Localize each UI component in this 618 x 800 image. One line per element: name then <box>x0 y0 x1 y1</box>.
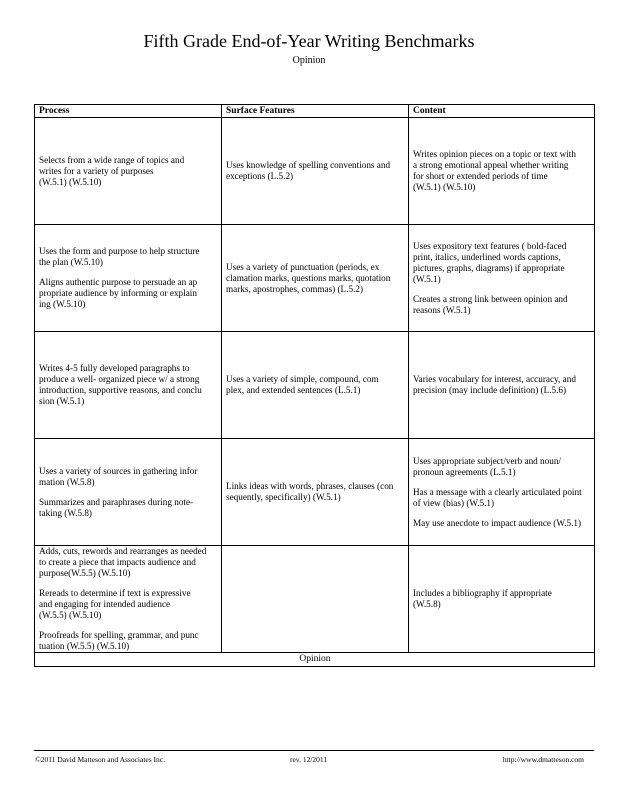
table-row <box>35 332 595 439</box>
cell-text-line: Varies vocabulary for interest, accuracy, and <box>413 374 576 384</box>
benchmarks-table <box>34 104 595 667</box>
cell-text-line: mation (W.5.8) <box>39 476 95 487</box>
cell-text-line: propriate audience by informing or explain <box>39 288 197 298</box>
cell-text-line: marks, apostrophes, commas) (L.5.2) <box>226 283 364 294</box>
cell-text-line: Uses a variety of punctuation (periods, ex <box>226 261 380 272</box>
table-footer-row <box>35 653 595 667</box>
cell-text-line: Selects from a wide range of topics and <box>39 154 185 165</box>
footer-revision: rev. 12/2011 <box>290 755 328 764</box>
table-row <box>35 225 595 332</box>
cell-text-line: sequently, specifically) (W.5.1) <box>226 492 341 502</box>
table-row <box>35 439 595 546</box>
column-header-content: Content <box>409 105 595 118</box>
cell-surface-features <box>222 332 409 439</box>
cell-text-line: purpose(W.5.5) (W.5.10) <box>39 568 131 578</box>
cell-text-line: reasons (W.5.1) <box>413 304 471 315</box>
cell-text-line: a strong emotional appeal whether writing <box>413 160 569 170</box>
cell-process <box>35 225 222 332</box>
cell-text-line: Aligns authentic purpose to persuade an ap <box>39 277 198 287</box>
cell-text-line: (W.5.1) (W.5.10) <box>39 176 102 187</box>
cell-text-line: for short or extended periods of time <box>413 171 548 181</box>
cell-text-line: precision (may include definition) (L.5.6) <box>413 385 567 395</box>
paragraph-gap <box>413 285 591 294</box>
cell-process <box>35 546 222 653</box>
cell-surface-features <box>222 439 409 546</box>
cell-text-line: pictures, graphs, diagrams) if appropriate <box>413 262 565 273</box>
paragraph-gap <box>39 488 218 497</box>
cell-text-line: Proofreads for spelling, grammar, and punc <box>39 630 199 640</box>
footer-url: http://www.dmatteson.com <box>502 755 584 764</box>
cell-content <box>409 118 595 225</box>
page-title: Fifth Grade End-of-Year Writing Benchmarks <box>143 31 475 51</box>
footer-divider <box>34 750 594 751</box>
column-header-surface-features: Surface Features <box>222 105 409 118</box>
paragraph-gap <box>413 509 591 518</box>
cell-text-line: Rereads to determine if text is expressive <box>39 588 191 598</box>
cell-text-line: (W.5.8) <box>413 599 441 609</box>
cell-text-line: Uses the form and purpose to help structure <box>39 246 200 256</box>
cell-text-line: and engaging for intended audience <box>39 599 171 609</box>
cell-text-line: May use anecdote to impact audience (W.5.1) <box>413 517 582 528</box>
cell-text-line: sion (W.5.1) <box>39 396 85 406</box>
cell-surface-features <box>222 546 409 653</box>
cell-text-line: tuation (W.5.5) (W.5.10) <box>39 641 130 651</box>
table-row <box>35 546 595 653</box>
cell-text-line: Uses a variety of sources in gathering infor <box>39 465 198 476</box>
cell-text-line: Uses a variety of simple, compound, com <box>226 374 379 384</box>
cell-text-line: Links ideas with words, phrases, clauses (con <box>226 481 394 491</box>
cell-text-line: print, italics, underlined words captions, <box>413 251 561 262</box>
cell-text-line: Writes 4-5 fully developed paragraphs to <box>39 363 190 373</box>
cell-text-line: the plan (W.5.10) <box>39 257 103 267</box>
footer-copyright: ©2011 David Matteson and Associates Inc. <box>35 755 165 764</box>
cell-text-line: ing (W.5.10) <box>39 299 86 309</box>
cell-text-line: (W.5.1) (W.5.10) <box>413 182 476 192</box>
cell-text-line: Has a message with a clearly articulated point <box>413 486 582 497</box>
cell-text-line: Uses knowledge of spelling conventions and <box>226 160 391 170</box>
cell-text-line: exceptions (L.5.2) <box>226 171 294 181</box>
paragraph-gap <box>39 579 218 588</box>
cell-text-line: Uses expository text features ( bold-faced <box>413 240 567 251</box>
table-header-row <box>35 105 595 118</box>
cell-text-line: writes for a variety of purposes <box>39 165 154 176</box>
cell-surface-features <box>222 225 409 332</box>
paragraph-gap <box>39 621 218 630</box>
table-row <box>35 118 595 225</box>
cell-content <box>409 225 595 332</box>
paragraph-gap <box>39 268 218 277</box>
cell-text-line: taking (W.5.8) <box>39 507 92 518</box>
cell-text-line: produce a well- organized piece w/ a strong <box>39 374 200 384</box>
cell-text-line: Summarizes and paraphrases during note- <box>39 496 194 507</box>
cell-text-line: (W.5.5) (W.5.10) <box>39 610 102 620</box>
cell-content <box>409 546 595 653</box>
cell-text-line: Writes opinion pieces on a topic or text with <box>413 149 576 159</box>
cell-content <box>409 439 595 546</box>
column-header-process: Process <box>35 105 222 118</box>
cell-text-line: Uses appropriate subject/verb and noun/ <box>413 455 561 466</box>
paragraph-gap <box>413 478 591 487</box>
cell-text-line: pronoun agreements (L.5.1) <box>413 466 516 477</box>
cell-text-line: introduction, supportive reasons, and conclu <box>39 385 202 395</box>
cell-text-line: clamation marks, questions marks, quotation <box>226 272 391 283</box>
cell-process <box>35 332 222 439</box>
table-footer-label: Opinion <box>35 653 595 667</box>
cell-text-line: to create a piece that impacts audience and <box>39 557 196 567</box>
page-subtitle: Opinion <box>292 55 326 66</box>
cell-text-line: plex, and extended sentences (L.5.1) <box>226 385 361 395</box>
cell-process <box>35 118 222 225</box>
cell-surface-features <box>222 118 409 225</box>
cell-text-line: Includes a bibliography if appropriate <box>413 588 552 598</box>
cell-content <box>409 332 595 439</box>
cell-text-line: of view (bias) (W.5.1) <box>413 497 495 508</box>
cell-process <box>35 439 222 546</box>
cell-text-line: (W.5.1) <box>413 273 441 284</box>
cell-text-line: Creates a strong link between opinion and <box>413 293 568 304</box>
cell-text-line: Adds, cuts, rewords and rearranges as needed <box>39 546 207 556</box>
